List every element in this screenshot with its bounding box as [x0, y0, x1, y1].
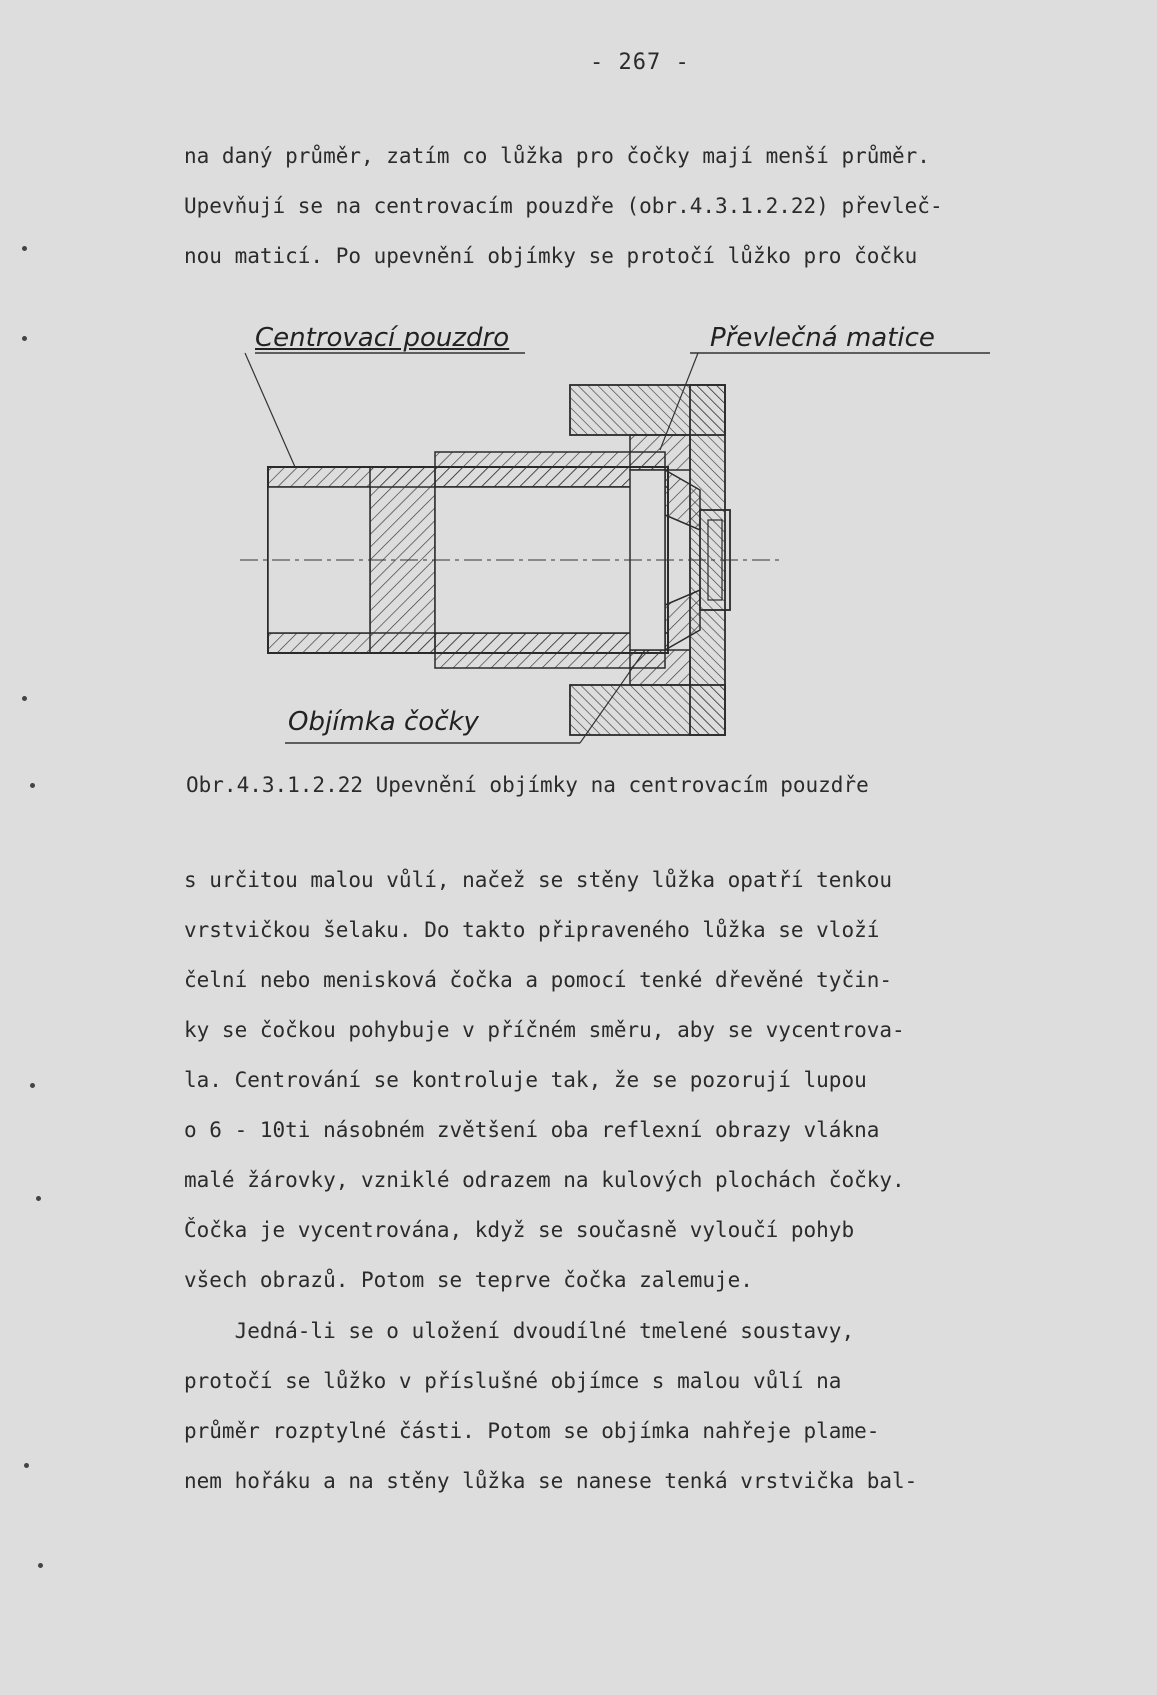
label-centering-sleeve: Centrovací pouzdro: [255, 323, 510, 353]
page-number: - 267 -: [590, 50, 690, 75]
text-line: la. Centrování se kontroluje tak, že se pozorují lupou: [184, 1068, 867, 1092]
technical-drawing: [220, 315, 1010, 755]
margin-mark: [22, 246, 27, 251]
top-paragraph: [184, 131, 1084, 281]
text-line: ky se čočkou pohybuje v příčném směru, aby se vycentrova-: [184, 1018, 905, 1042]
text-line: malé žárovky, vzniklé odrazem na kulových plochách čočky.: [184, 1168, 905, 1192]
text-line: o 6 - 10ti násobném zvětšení oba reflexní obrazy vlákna: [184, 1118, 880, 1142]
text-line: čelní nebo menisková čočka a pomocí tenké dřevěné tyčin-: [184, 968, 893, 992]
text-line: vrstvičkou šelaku. Do takto připraveného lůžka se vloží: [184, 918, 880, 942]
text-line: na daný průměr, zatím co lůžka pro čočky mají menší průměr.: [184, 144, 930, 168]
body-paragraph: [184, 855, 1084, 1305]
second-paragraph: [184, 1306, 1084, 1506]
margin-mark: [22, 696, 27, 701]
text-line: nem hořáku a na stěny lůžka se nanese tenká vrstvička bal-: [184, 1469, 918, 1493]
text-line: Jedná-li se o uložení dvoudílné tmelené soustavy,: [184, 1319, 855, 1343]
label-union-nut: Převlečná matice: [710, 323, 935, 353]
figure-caption: Obr.4.3.1.2.22 Upevnění objímky na centrovacím pouzdře: [186, 773, 869, 797]
margin-mark: [36, 1196, 41, 1201]
margin-mark: [24, 1463, 29, 1468]
text-line: Upevňují se na centrovacím pouzdře (obr.4.3.1.2.22) převleč-: [184, 194, 943, 218]
text-line: Čočka je vycentrována, když se současně vyloučí pohyb: [184, 1218, 855, 1242]
label-lens-cell: Objímka čočky: [288, 707, 479, 737]
text-line: protočí se lůžko v příslušné objímce s malou vůlí na: [184, 1369, 842, 1393]
text-line: nou maticí. Po upevnění objímky se protočí lůžko pro čočku: [184, 244, 918, 268]
margin-mark: [30, 1083, 35, 1088]
margin-mark: [22, 336, 27, 341]
text-line: všech obrazů. Potom se teprve čočka zalemuje.: [184, 1268, 753, 1292]
cross-section-drawing: [220, 315, 1010, 755]
margin-mark: [30, 783, 35, 788]
text-line: s určitou malou vůlí, načež se stěny lůžka opatří tenkou: [184, 868, 893, 892]
text-line: průměr rozptylné části. Potom se objímka nahřeje plame-: [184, 1419, 880, 1443]
margin-mark: [38, 1563, 43, 1568]
